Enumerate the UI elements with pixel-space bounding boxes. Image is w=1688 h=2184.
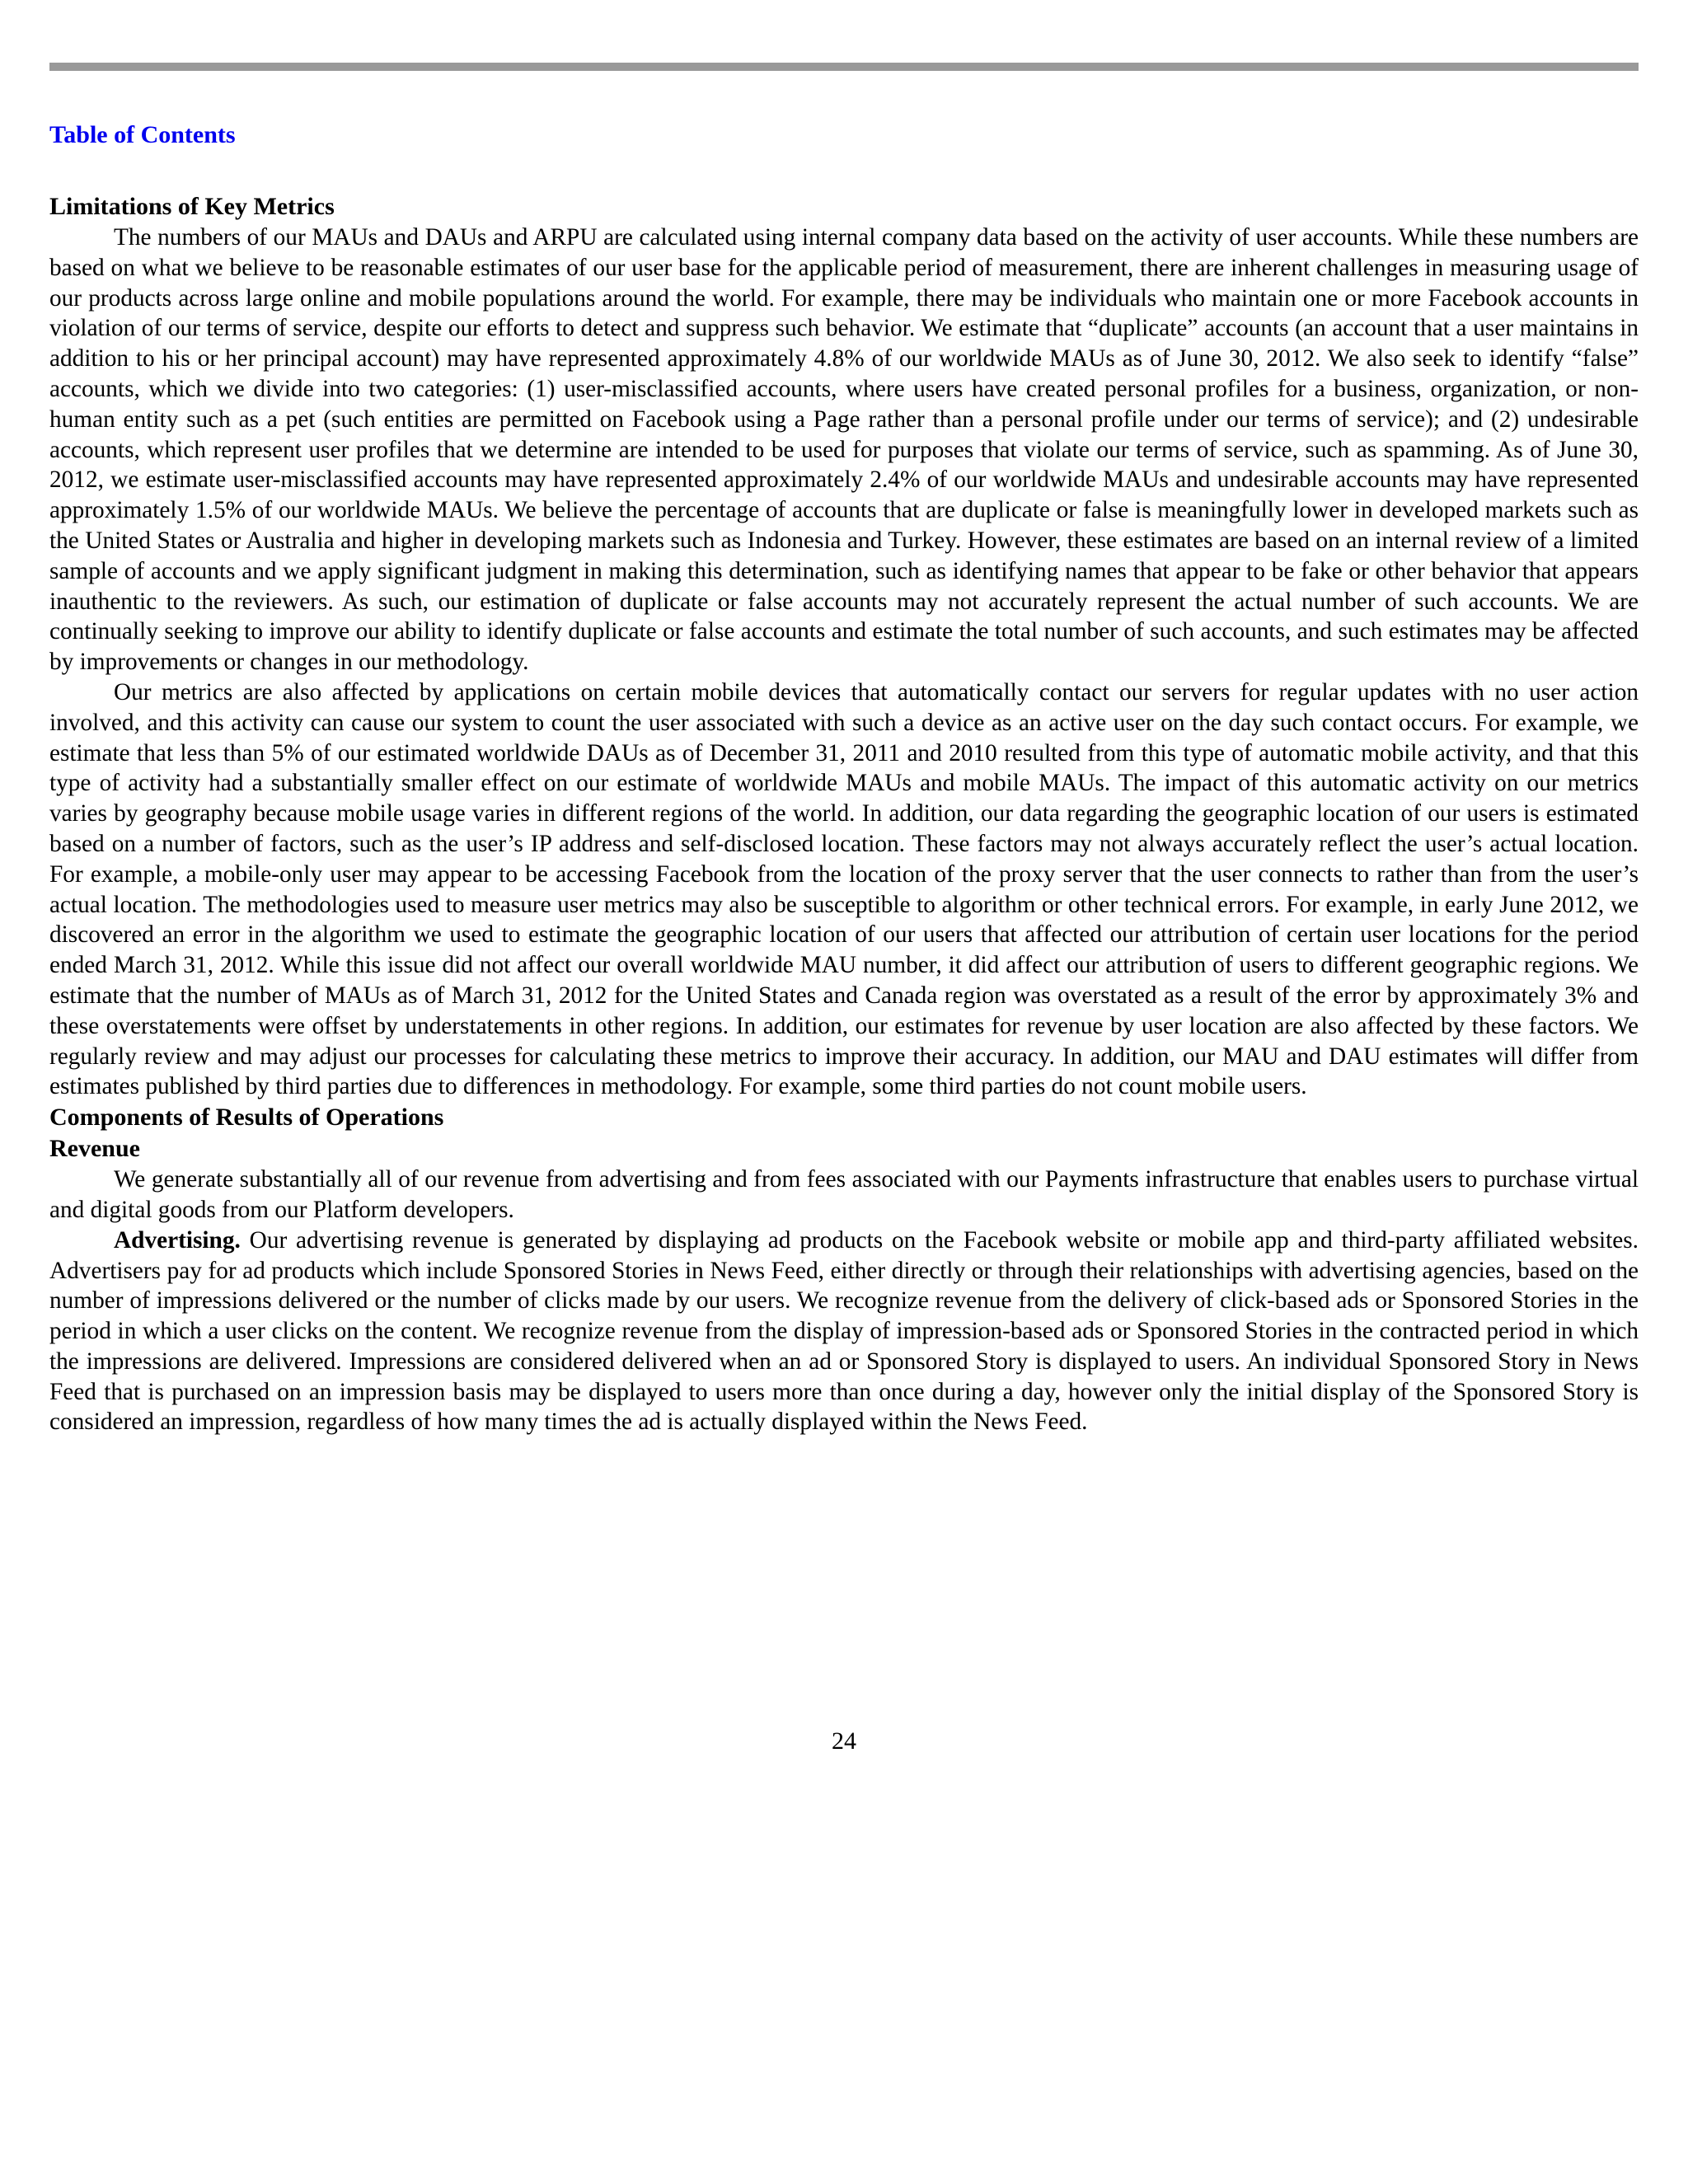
advertising-paragraph xyxy=(49,1226,1639,1438)
advertising-lead-in: Advertising. xyxy=(114,1226,241,1254)
revenue-heading: Revenue xyxy=(49,1135,140,1163)
table-of-contents-link[interactable]: Table of Contents xyxy=(49,121,236,148)
limitations-paragraph-1: The numbers of our MAUs and DAUs and ARPU are calculated using internal company data based on the activity of user accounts. While these numbers are based on what we believe to be reasonable estimates of our user base for the applicable period of measurement, there are inherent challenges in measuring usage of our products across large online and mobile populations around the world. For example, there may be individuals who maintain one or more Facebook accounts in violation of our terms of service, despite our efforts to detect and suppress such behavior. We estimate that “duplicate” accounts (an account that a user maintains in addition to his or her principal account) may have represented approximately 4.8% of our worldwide MAUs as of June 30, 2012. We also seek to identify “false” accounts, which we divide into two categories: (1) user-misclassified accounts, where users have created personal profiles for a business, organization, or non-human entity such as a pet (such entities are permitted on Facebook using a Page rather than a personal profile under our terms of service); and (2) undesirable accounts, which represent user profiles that we determine are intended to be used for purposes that violate our terms of service, such as spamming. As of June 30, 2012, we estimate user-misclassified accounts may have represented approximately 2.4% of our worldwide MAUs and undesirable accounts may have represented approximately 1.5% of our worldwide MAUs. We believe the percentage of accounts that are duplicate or false is meaningfully lower in developed markets such as the United States or Australia and higher in developing markets such as Indonesia and Turkey. However, these estimates are based on an internal review of a limited sample of accounts and we apply significant judgment in making this determination, such as identifying names that appear to be fake or other behavior that appears inauthentic to the reviewers. As such, our estimation of duplicate or false accounts may not accurately represent the actual number of such accounts. We are continually seeking to improve our ability to identify duplicate or false accounts and estimate the total number of such accounts, and such estimates may be affected by improvements or changes in our methodology. xyxy=(49,224,1639,676)
page-number: 24 xyxy=(832,1727,856,1755)
revenue-paragraph: We generate substantially all of our revenue from advertising and from fees associated with our Payments infrastructure that enables users to purchase virtual and digital goods from our Platform developers. xyxy=(49,1166,1639,1223)
limitations-paragraph-2: Our metrics are also affected by applications on certain mobile devices that automatically contact our servers for regular updates with no user action involved, and this activity can cause our system to count the user associated with such a device as an active user on the day such contact occurs. For example, we estimate that less than 5% of our estimated worldwide DAUs as of December 31, 2011 and 2010 resulted from this type of automatic mobile activity, and that this type of activity had a substantially smaller effect on our estimate of worldwide MAUs and mobile MAUs. The impact of this automatic activity on our metrics varies by geography because mobile usage varies in different regions of the world. In addition, our data regarding the geographic location of our users is estimated based on a number of factors, such as the user’s IP address and self-disclosed location. These factors may not always accurately reflect the user’s actual location. For example, a mobile-only user may appear to be accessing Facebook from the location of the proxy server that the user connects to rather than from the user’s actual location. The methodologies used to measure user metrics may also be susceptible to algorithm or other technical errors. For example, in early June 2012, we discovered an error in the algorithm we used to estimate the geographic location of our users that affected our attribution of certain user locations for the period ended March 31, 2012. While this issue did not affect our overall worldwide MAU number, it did affect our attribution of users to different geographic regions. We estimate that the number of MAUs as of March 31, 2012 for the United States and Canada region was overstated as a result of the error by approximately 3% and these overstatements were offset by understatements in other regions. In addition, our estimates for revenue by user location are also affected by these factors. We regularly review and may adjust our processes for calculating these metrics to improve their accuracy. In addition, our MAU and DAU estimates will differ from estimates published by third parties due to differences in methodology. For example, some third parties do not count mobile users. xyxy=(49,678,1639,1100)
limitations-heading: Limitations of Key Metrics xyxy=(49,193,335,220)
components-heading: Components of Results of Operations xyxy=(49,1104,444,1132)
header-rule xyxy=(49,63,1639,71)
advertising-text: Our advertising revenue is generated by displaying ad products on the Facebook website or mobile app and third-party affiliated websites. Advertisers pay for ad products which include Sponsored Stories in News Feed, either directly or through their relationships with advertising agencies, based on the number of impressions delivered or the number of clicks made by our users. We recognize revenue from the delivery of click-based ads or Sponsored Stories in the period in which a user clicks on the content. We recognize revenue from the display of impression-based ads or Sponsored Stories in the contracted period in which the impressions are delivered. Impressions are considered delivered when an ad or Sponsored Story is displayed to users. An individual Sponsored Story in News Feed that is purchased on an impression basis may be displayed to users more than once during a day, however only the initial display of the Sponsored Story is considered an impression, regardless of how many times the ad is actually displayed within the News Feed. xyxy=(49,1226,1639,1436)
page-content xyxy=(49,191,1639,1437)
